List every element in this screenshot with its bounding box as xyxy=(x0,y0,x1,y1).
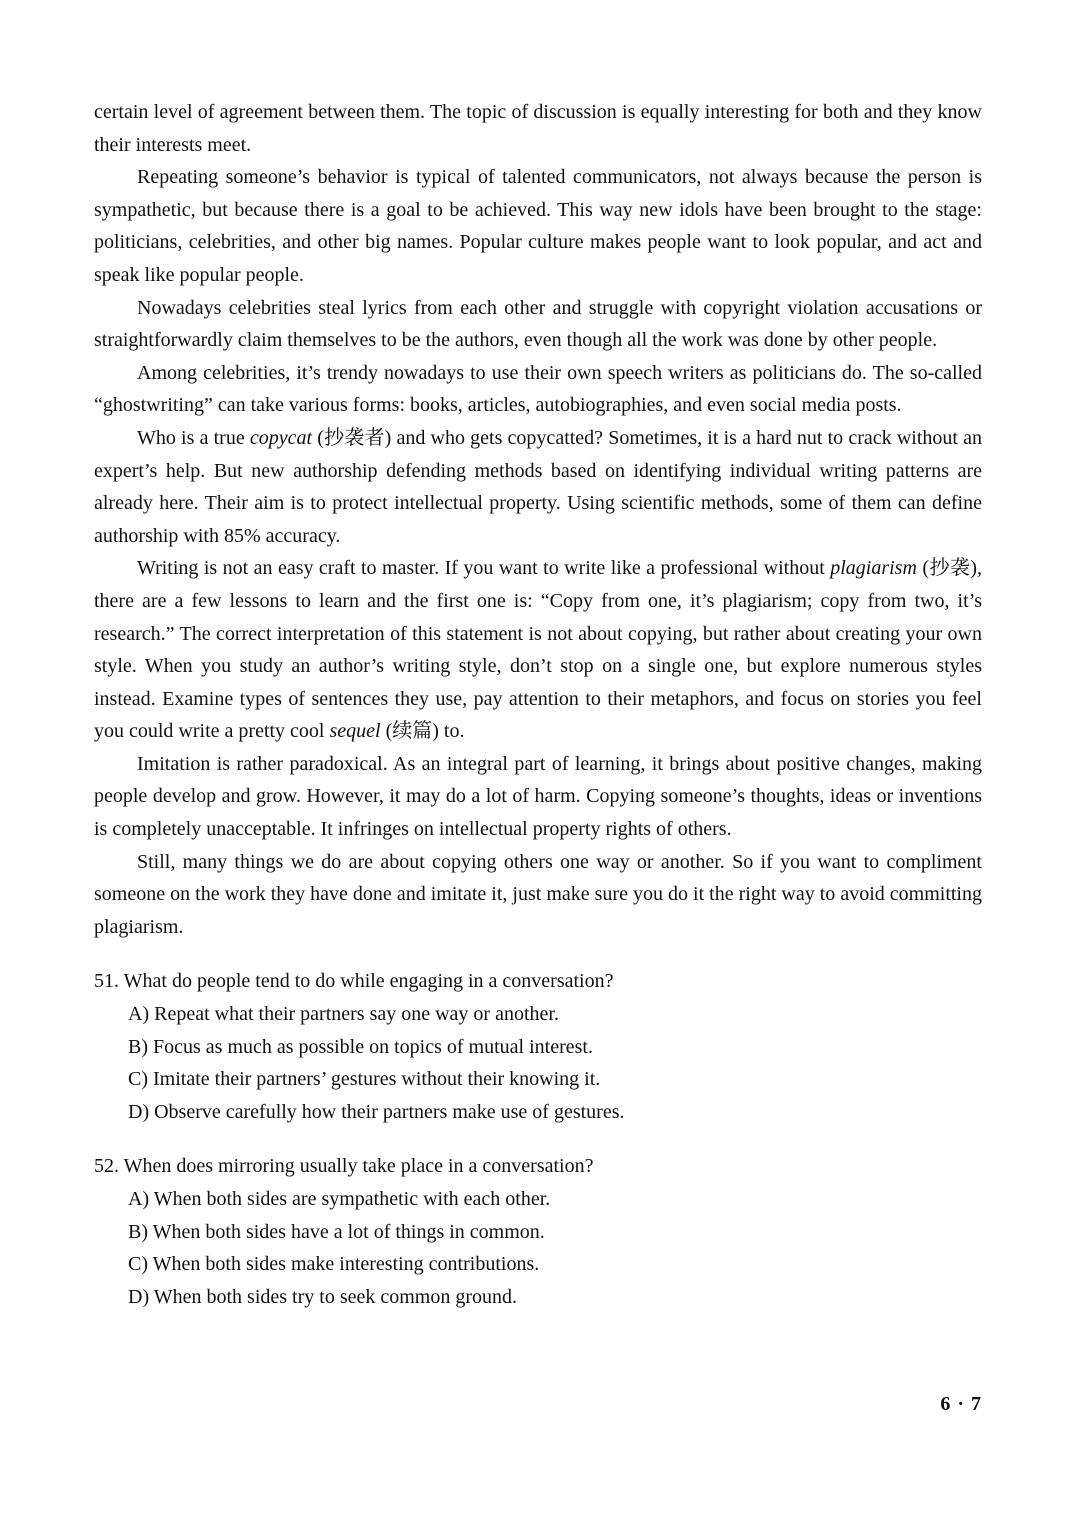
answer-option: D) Observe carefully how their partners make use of gestures. xyxy=(128,1100,625,1123)
paragraph-text: Still, many things we do are about copying others one way or another. So if you want to compliment someone on the work they have done and imitate it, just make sure you do it the right way to avoid committing plagiarism. xyxy=(94,850,982,938)
passage-paragraph xyxy=(94,292,982,357)
paragraph-text: Among celebrities, it’s trendy nowadays to use their own speech writers as politicians do. The so-called “ghostwriting” can take various forms: books, articles, autobiographies, and even social media posts. xyxy=(94,361,982,417)
answer-option: B) When both sides have a lot of things in common. xyxy=(128,1220,545,1243)
answer-option: C) When both sides make interesting contributions. xyxy=(128,1253,540,1276)
question-list xyxy=(94,965,982,1313)
exam-page xyxy=(94,96,982,1335)
passage-paragraph xyxy=(94,96,982,161)
question-item xyxy=(94,965,982,1128)
paragraph-text: Repeating someone’s behavior is typical of talented communicators, not always because the person is sympathetic, but because there is a goal to be achieved. This way new idols have been brought to the stage: politicians, celebrities, and other big names. Popular culture makes people want to look popular, and act and speak like popular people. xyxy=(94,166,982,286)
answer-option: D) When both sides try to seek common ground. xyxy=(128,1285,518,1308)
passage-paragraph xyxy=(94,422,982,552)
answer-option: A) Repeat what their partners say one way or another. xyxy=(128,1003,559,1026)
paragraph-text: (续篇) to. xyxy=(380,720,465,743)
passage-paragraph xyxy=(94,161,982,291)
paragraph-text: Who is a true xyxy=(137,426,250,449)
paragraph-text: certain level of agreement between them. The topic of discussion is equally interesting for both and they know their interests meet. xyxy=(94,101,982,156)
passage-paragraph xyxy=(94,748,982,846)
question-item xyxy=(94,1150,982,1313)
page-number: 6 · 7 xyxy=(940,1393,982,1415)
passage-paragraph xyxy=(94,552,982,748)
paragraph-text: (抄袭), there are a few lessons to learn and the first one is: “Copy from one, it’s plagiarism; copy from two, it’s research.” The correct interpretation of this statement is not about copying, but rather about creating your own style. When you study an author’s writing style, don’t stop on a single one, but explore numerous styles instead. Examine types of sentences they use, pay attention to their metaphors, and focus on stories you feel you could write a pretty cool xyxy=(94,557,982,743)
passage-paragraph xyxy=(94,357,982,422)
italic-term: sequel xyxy=(329,720,381,743)
question-stem: 51. What do people tend to do while engaging in a conversation? xyxy=(94,970,614,993)
answer-option: C) Imitate their partners’ gestures without their knowing it. xyxy=(128,1068,601,1091)
italic-term: copycat xyxy=(249,426,313,449)
italic-term: plagiarism xyxy=(830,557,917,580)
paragraph-text: Imitation is rather paradoxical. As an integral part of learning, it brings about positive changes, making people develop and grow. However, it may do a lot of harm. Copying someone’s thoughts, ideas or inventions is completely unacceptable. It infringes on intellectual property rights of others. xyxy=(94,752,982,841)
paragraph-text: Nowadays celebrities steal lyrics from each other and struggle with copyright violation accusations or straightforwardly claim themselves to be the authors, even though all the work was done by other people. xyxy=(94,296,982,352)
answer-option: A) When both sides are sympathetic with each other. xyxy=(128,1188,551,1210)
paragraph-text: (抄袭者) and who gets copycatted? Sometimes, it is a hard nut to crack without an expert’s help. But new authorship defending methods based on identifying individual writing patterns are already here. Their aim is to protect intellectual property. Using scientific methods, some of them can define authorship with 85% accuracy. xyxy=(94,426,982,547)
answer-option: B) Focus as much as possible on topics of mutual interest. xyxy=(128,1035,593,1058)
question-stem: 52. When does mirroring usually take place in a conversation? xyxy=(94,1155,594,1178)
passage-paragraph xyxy=(94,846,982,944)
paragraph-text: Writing is not an easy craft to master. If you want to write like a professional without xyxy=(137,557,831,580)
reading-passage xyxy=(94,96,982,943)
